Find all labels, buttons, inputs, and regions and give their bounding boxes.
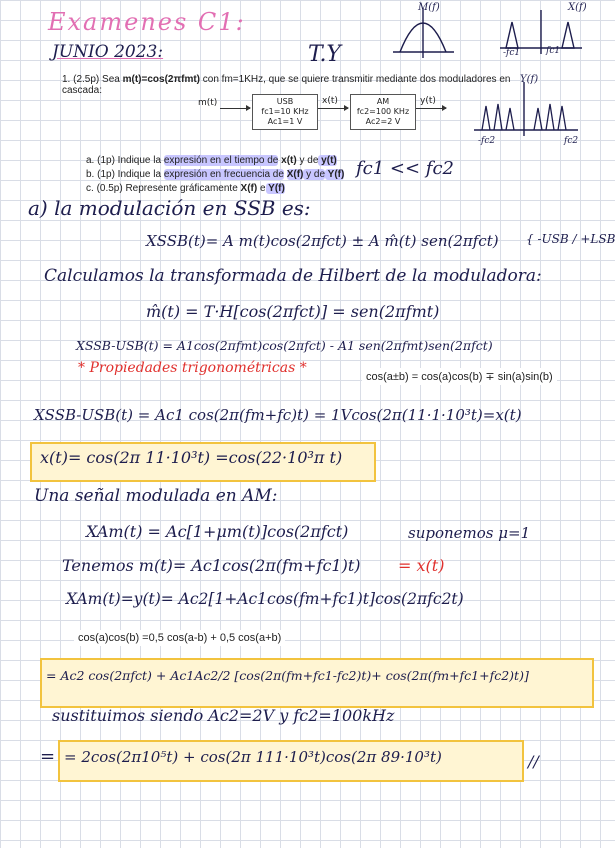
diagram-input: m(t) — [198, 98, 218, 108]
trig-properties-note: * Propiedades trigonométricas * — [78, 360, 307, 376]
arrow-out — [416, 108, 446, 109]
item-points: (1p) Indique la — [97, 155, 162, 166]
expansion: = Ac2 cos(2πfct) + Ac1Ac2/2 [cos(2π(fm+fc1-fc2)t)+ cos(2π(fm+fc1+fc2)t)] — [46, 668, 529, 683]
final-result: = 2cos(2π10⁵t) + cos(2π 111·10³t)cos(2π 89·10³t) — [64, 748, 442, 766]
ssb-usb-result: XSSB-USB(t) = Ac1 cos(2π(fm+fc)t) = 1Vcos(2π(11·1·10³t)=x(t) — [34, 406, 522, 424]
y-formula: XAm(t)=y(t)= Ac2[1+Ac1cos(fm+fc1)t]cos(2πfc2t) — [66, 590, 464, 608]
y-spectrum-label: Y(f) — [520, 74, 539, 85]
ssb-usb-expansion: XSSB-USB(t) = A1cos(2πfmt)cos(2πfct) - A1 sen(2πfmt)sen(2πfct) — [76, 338, 493, 353]
substitution-line: sustituimos siendo Ac2=2V y fc2=100kHz — [52, 706, 395, 725]
item-highlight: expresión en frecuencia de — [163, 169, 284, 180]
expansion-box — [40, 658, 594, 708]
item-rest: y de — [303, 169, 326, 180]
y-pos-fc2-label: fc2 — [564, 136, 579, 146]
am-formula: XAm(t) = Ac[1+μm(t)]cos(2πfct) — [86, 522, 349, 541]
item-bold2: y(t) — [318, 155, 337, 166]
ssb-formula: XSSB(t)= A m(t)cos(2πfct) ± A m̂(t) sen(2πfct) — [146, 232, 499, 250]
hilbert-formula: m̂(t) = T·H[cos(2πfct)] = sen(2πfmt) — [146, 302, 440, 321]
problem-mid: con fm=1KHz, que se quiere transmitir mediante dos moduladores en cascada: — [62, 74, 511, 96]
hilbert-heading: Calculamos la transformada de Hilbert de la moduladora: — [44, 266, 542, 286]
equals-x: = x(t) — [398, 556, 445, 575]
item-points: (1p) Indique la — [97, 169, 162, 180]
am-heading: Una señal modulada en AM: — [34, 486, 278, 506]
diagram-mid: x(t) — [322, 96, 338, 106]
x-neg-fc1-label: -fc1 — [503, 48, 521, 58]
arrow-mid — [318, 108, 348, 109]
item-letter: a. — [86, 155, 95, 166]
arrow-in — [220, 108, 250, 109]
x-result: x(t)= cos(2π 11·10³t) =cos(22·10³π t) — [40, 448, 343, 467]
tenemos-line: Tenemos m(t)= Ac1cos(2π(fm+fc1)t) — [62, 556, 361, 575]
problem-prefix: Sea — [102, 74, 120, 85]
problem-number: 1. — [62, 74, 71, 85]
item-highlight: expresión en el tiempo de — [163, 155, 279, 166]
trig-identity: cos(a±b) = cos(a)cos(b) ∓ sin(a)sin(b) — [362, 368, 557, 385]
end-mark: // — [528, 752, 539, 771]
item-points: (0.5p) Represente gráficamente — [96, 183, 238, 194]
product-identity: cos(a)cos(b) =0,5 cos(a-b) + 0,5 cos(a+b) — [74, 630, 285, 646]
diagram-output: y(t) — [420, 96, 436, 106]
ssb-options: { -USB / +LSB — [526, 232, 615, 246]
am-title: AM — [376, 97, 390, 106]
section-a-heading: a) la modulación en SSB es: — [28, 196, 311, 220]
item-bold2: Y(f) — [325, 169, 345, 180]
problem-signal: m(t)=cos(2πfmt) — [122, 74, 200, 85]
am-block — [350, 94, 416, 130]
y-neg-fc2-label: -fc2 — [478, 136, 496, 146]
x-spectrum-label: X(f) — [568, 2, 587, 13]
item-letter: c. — [86, 183, 94, 194]
exam-title: Examenes C1: — [48, 8, 246, 36]
x-pos-fc1-label: fc1 — [546, 46, 561, 56]
item-bold: x(t) — [281, 155, 297, 166]
problem-item-c — [86, 183, 512, 194]
item-rest: y de — [296, 155, 319, 166]
usb-title: USB — [276, 97, 294, 106]
item-rest: e — [257, 183, 266, 194]
usb-fc: fc1=10 KHz — [261, 107, 309, 116]
item-bold: X(f) — [286, 169, 304, 180]
exam-date: JUNIO 2023: — [52, 42, 164, 62]
item-bold2: Y(f) — [265, 183, 285, 194]
ty-note: T.Y — [308, 42, 341, 67]
fc-relation: fc1 << fc2 — [356, 158, 454, 179]
am-ac: Ac2=2 V — [365, 117, 401, 126]
mu-assumption: suponemos μ=1 — [408, 524, 531, 542]
am-fc: fc2=100 KHz — [356, 107, 410, 116]
problem-header — [62, 74, 512, 96]
problem-points: (2.5p) — [73, 74, 100, 85]
usb-block — [252, 94, 318, 130]
eq-sign: = — [40, 746, 56, 767]
usb-ac: Ac1=1 V — [267, 117, 303, 126]
m-spectrum-label: M(f) — [418, 2, 440, 13]
item-letter: b. — [86, 169, 95, 180]
item-bold: X(f) — [240, 183, 258, 194]
